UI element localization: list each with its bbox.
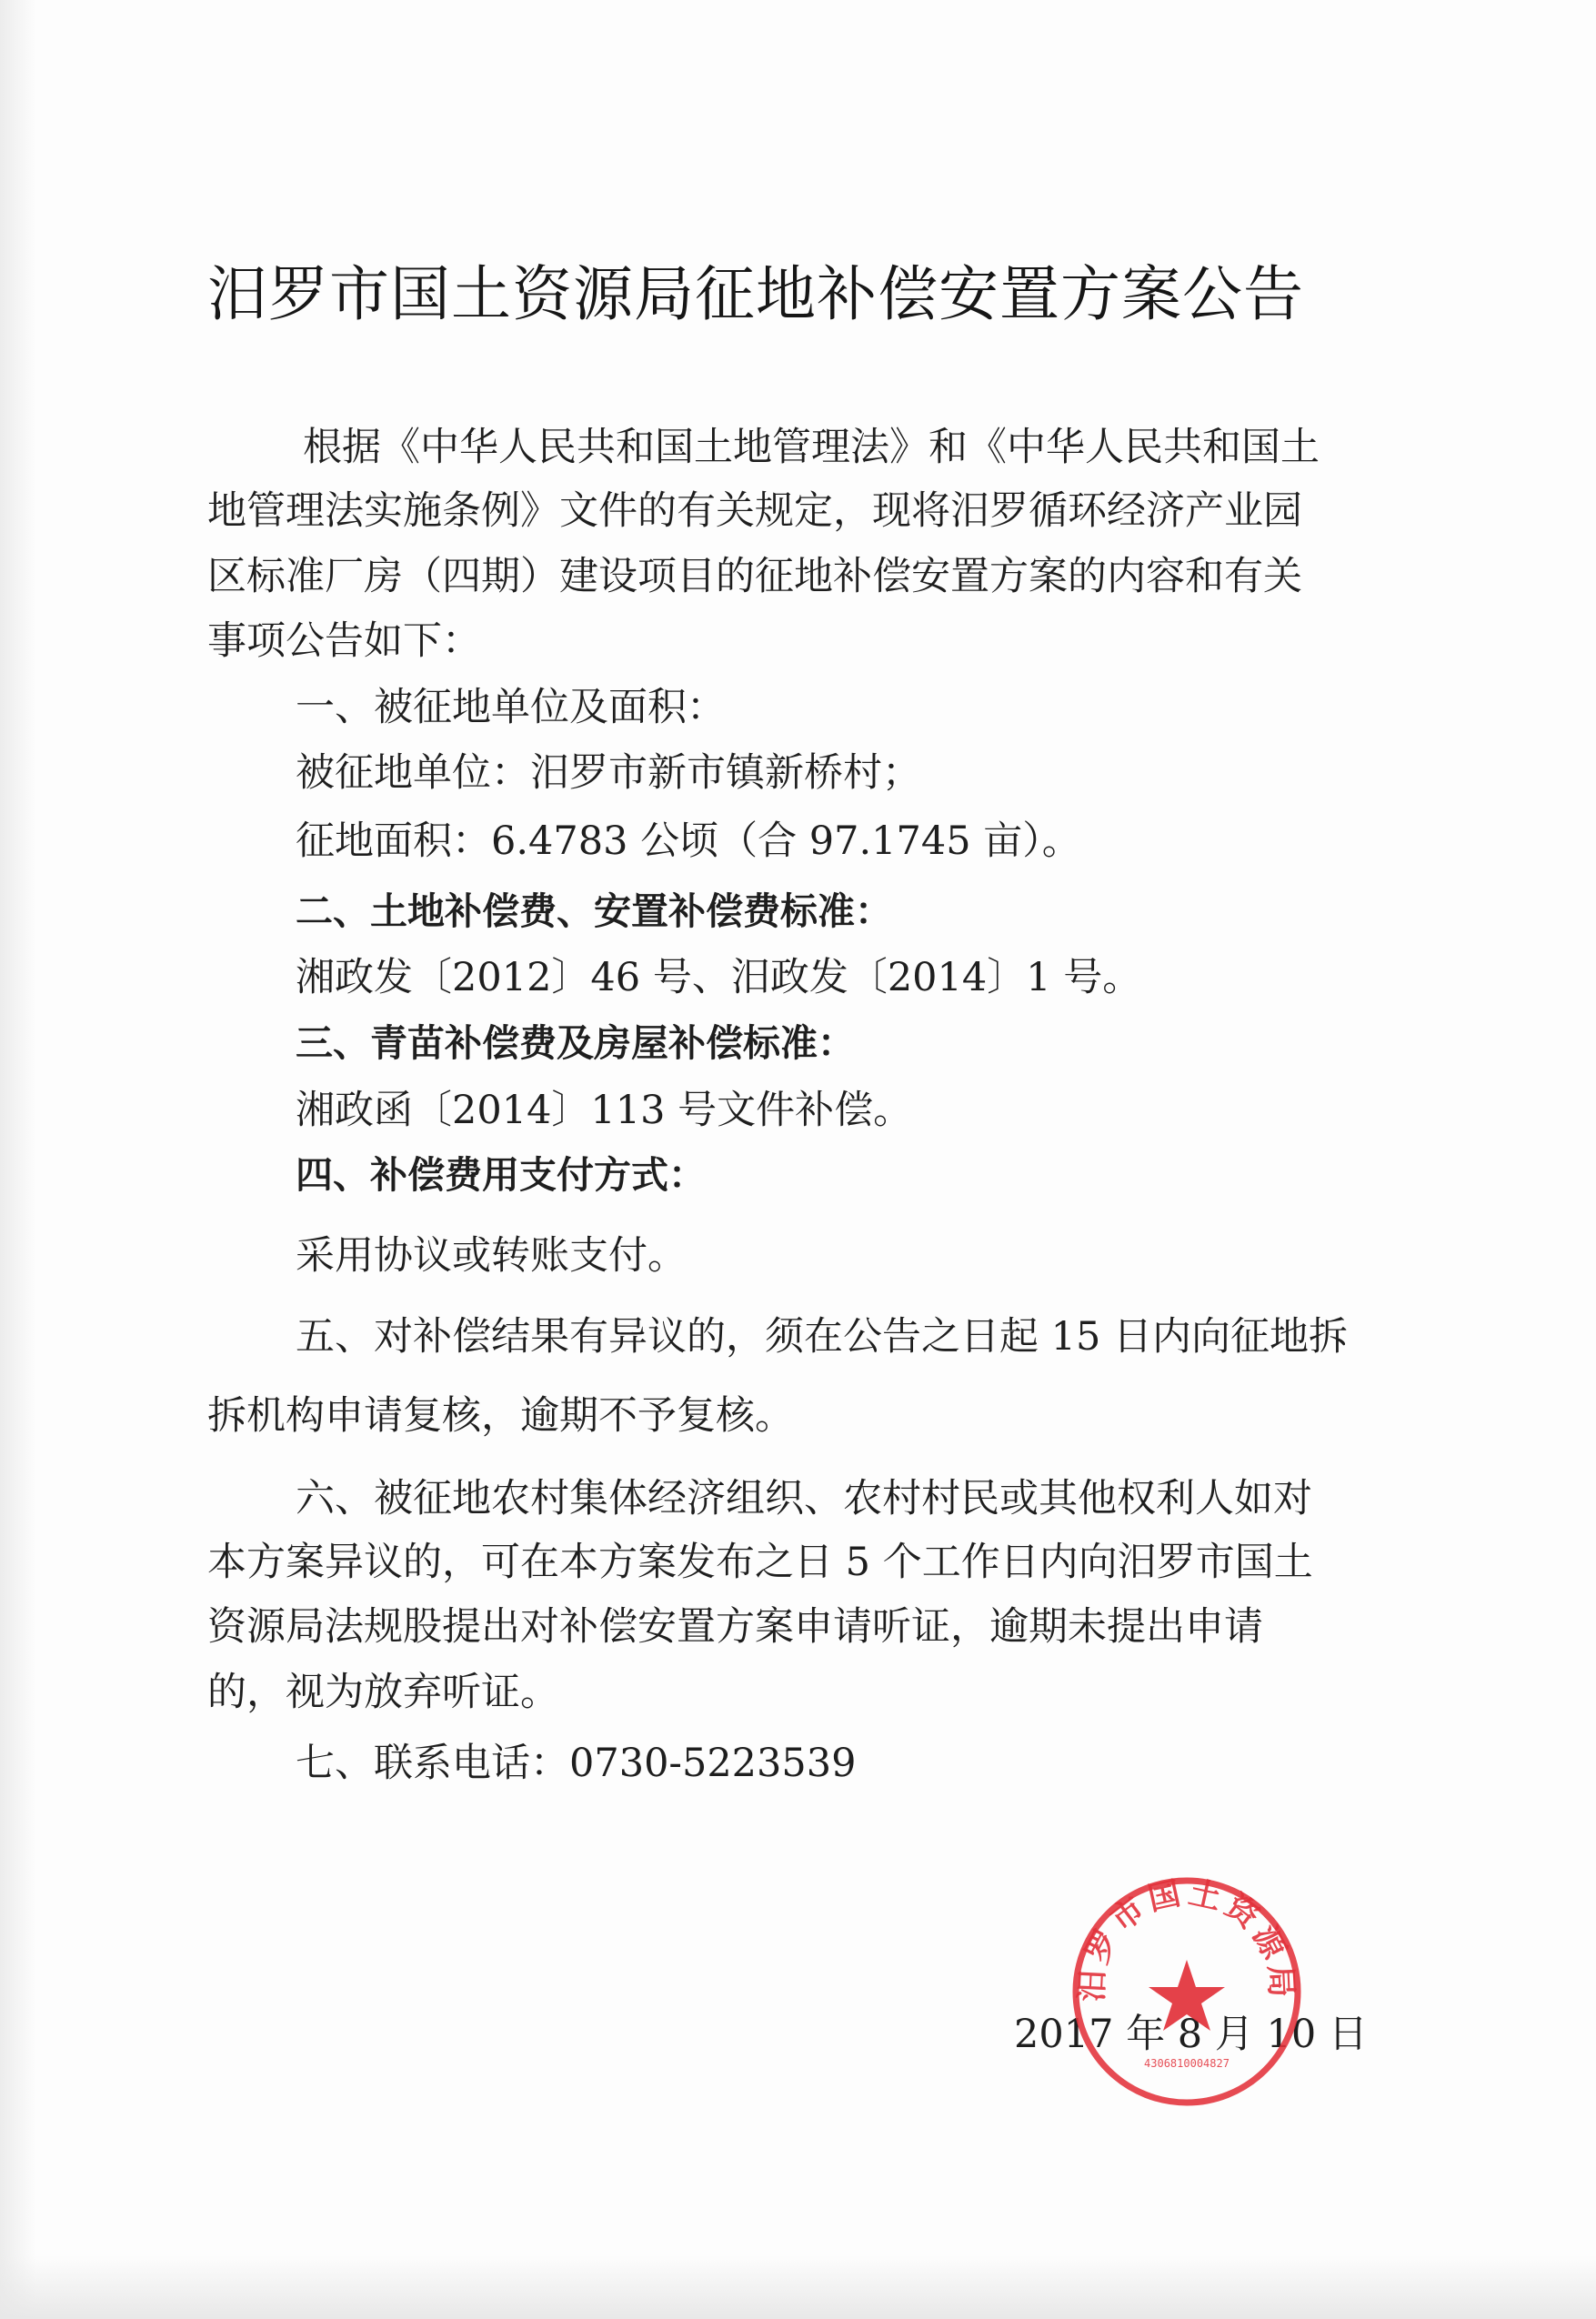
section-5-line-2: 拆机构申请复核，逾期不予复核。 xyxy=(207,1393,794,1439)
intro-line-2: 地管理法实施条例》文件的有关规定，现将汨罗循环经济产业园 xyxy=(207,488,1302,534)
section-7-contact: 七、联系电话：0730-5223539 xyxy=(296,1741,857,1786)
section-2-heading: 二、土地补偿费、安置补偿费标准： xyxy=(296,889,892,933)
section-4-heading: 四、补偿费用支付方式： xyxy=(296,1153,706,1197)
svg-text:汨罗市国土资源局: 汨罗市国土资源局 xyxy=(1074,1874,1300,2003)
svg-text:4306810004827: 4306810004827 xyxy=(1144,2057,1230,2070)
scan-left-shadow xyxy=(0,0,36,2319)
section-6-line-1: 六、被征地农村集体经济组织、农村村民或其他权利人如对 xyxy=(296,1476,1312,1521)
section-5-line-1: 五、对补偿结果有异议的，须在公告之日起 15 日内向征地拆 xyxy=(296,1314,1349,1360)
section-4-body: 采用协议或转账支付。 xyxy=(296,1233,687,1279)
section-3-heading: 三、青苗补偿费及房屋补偿标准： xyxy=(296,1021,855,1065)
section-1-unit: 被征地单位：汨罗市新市镇新桥村； xyxy=(296,750,921,796)
scan-bottom-shadow xyxy=(0,2255,1596,2319)
section-6-line-2: 本方案异议的，可在本方案发布之日 5 个工作日内向汨罗市国土 xyxy=(207,1540,1313,1585)
document-title: 汨罗市国土资源局征地补偿安置方案公告 xyxy=(207,259,1304,329)
section-2-body: 湘政发〔2012〕46 号、汨政发〔2014〕1 号。 xyxy=(296,955,1142,1000)
official-seal-stamp xyxy=(1064,1869,1310,2114)
section-1-heading: 一、被征地单位及面积： xyxy=(296,685,726,730)
section-1-area: 征地面积：6.4783 公顷（合 97.1745 亩）。 xyxy=(296,818,1081,864)
intro-line-1: 根据《中华人民共和国土地管理法》和《中华人民共和国土 xyxy=(303,425,1320,470)
section-6-line-3: 资源局法规股提出对补偿安置方案申请听证，逾期未提出申请 xyxy=(207,1604,1263,1650)
intro-line-3: 区标准厂房（四期）建设项目的征地补偿安置方案的内容和有关 xyxy=(207,554,1302,599)
intro-line-4: 事项公告如下： xyxy=(207,618,481,664)
document-date: 2017 年 8 月 10 日 xyxy=(1014,2012,1368,2057)
section-6-line-4: 的，视为放弃听证。 xyxy=(207,1670,559,1715)
section-3-body: 湘政函〔2014〕113 号文件补偿。 xyxy=(296,1088,913,1133)
